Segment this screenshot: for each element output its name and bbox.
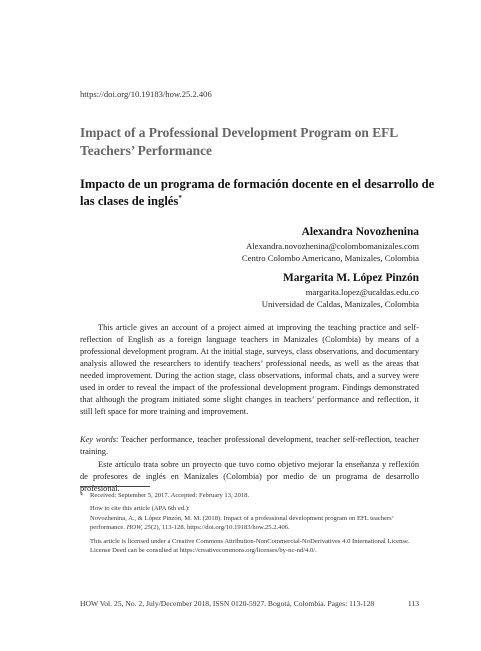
cite-text: Novozhenina, A., & López Pinzón, M. M. (2018). Impact of a professional development program on EFL teachers’ performance. [90,514,394,532]
footnotes [80,491,419,555]
cite-reference [80,514,419,533]
keywords-label: Key words [80,435,116,444]
doi-link[interactable]: https://doi.org/10.19183/how.25.2.406 [80,89,212,99]
footer-citation: HOW Vol. 25, No. 2, July/December 2018, ISSN 0120-5927. Bogotá, Colombia. Pages: 113-128 [80,599,375,608]
footnote-mark: * [80,492,84,499]
footnote-divider [80,486,150,487]
author-affiliation: Centro Colombo Americano, Manizales, Colombia [241,253,419,263]
page-number: 113 [407,599,419,608]
author-affiliation: Universidad de Caldas, Manizales, Colombia [261,299,419,309]
authors-block [242,224,419,316]
abstract [80,322,419,418]
footnote-received [80,491,419,500]
keywords-text: : Teacher performance, teacher professional development, teacher self-reflection, teacher training. [80,435,419,456]
footnote-mark: * [178,193,182,202]
resumen [80,459,419,495]
cite-heading: How to cite this article (APA 6th ed.): [90,505,190,513]
received-text: Received: September 5, 2017. Accepted: February 13, 2018. [90,492,250,499]
resumen-text: Este artículo trata sobre un proyecto que tuvo como objetivo mejorar la enseñanza y reflexión de profesores de inglés en Manizales (Colombia) por medio de un programa de desarrollo profesional. [80,460,419,493]
author-1 [242,224,419,264]
cite-journal: HOW, 25 [126,524,151,532]
author-name: Alexandra Novozhenina [301,226,419,238]
title-spanish [80,176,440,210]
author-email[interactable]: Alexandra.novozhenina@colombomanizales.com [245,241,419,251]
abstract-text: This article gives an account of a project aimed at improving the teaching practice and self-reflection of English as a foreign language teachers in Manizales (Colombia) by means of a professional development program. At the initial stage, surveys, class observations, and documentary analysis allowed the researchers to identify teachers’ professional needs, as well as the areas that needed improvement. During the action stage, class observations, informal chats, and a survey were used in order to reveal the impact of the professional development program. Findings demonstrated that although the program initiated some slight changes in teachers’ performance and reflection, it still left space for more training and improvement. [80,323,419,416]
author-email[interactable]: margarita.lopez@ucaldas.edu.co [305,287,419,297]
page-footer [80,599,419,608]
author-name: Margarita M. López Pinzón [282,272,419,284]
title-english: Impact of a Professional Development Program on EFL Teachers’ Performance [80,125,398,158]
title-spanish-text: Impacto de un programa de formación docente en el desarrollo de las clases de inglés [80,177,435,208]
keywords [80,434,419,458]
author-2 [242,270,419,310]
license-text: This article is licensed under a Creative Commons Attribution-NonCommercial-NoDerivatives 4.0 International License. License Deed can be consulted at https://creativecommons.org/licenses/by-nc-nd/4.0/. [90,537,410,555]
cite-pages: (2), 113-128. https://doi.org/10.19183/how.25.2.406. [150,524,290,532]
